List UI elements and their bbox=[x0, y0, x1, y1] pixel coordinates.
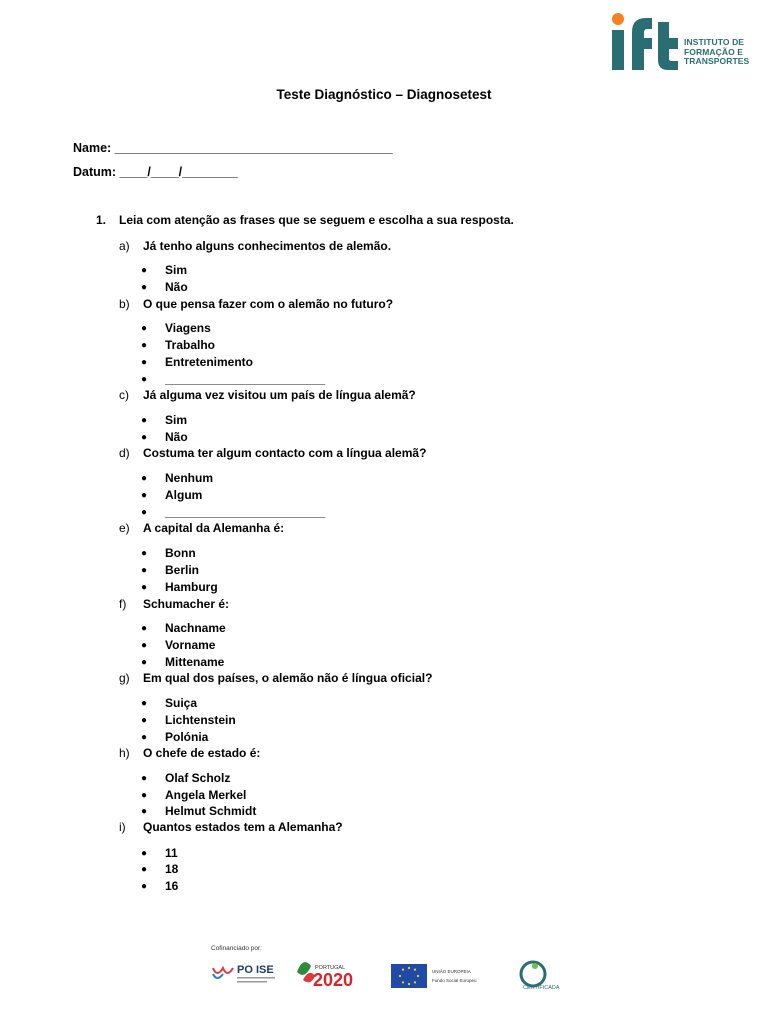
option-label: Hamburg bbox=[165, 580, 218, 594]
sub-question-i bbox=[119, 820, 343, 834]
bullet-icon: ● bbox=[141, 848, 148, 859]
option[interactable] bbox=[141, 804, 256, 818]
sub-label: a) bbox=[119, 239, 130, 253]
option-label: Sim bbox=[165, 263, 188, 277]
option-label: Algum bbox=[165, 488, 203, 502]
bullet-icon: ● bbox=[141, 790, 148, 801]
bullet-icon: ● bbox=[141, 282, 148, 293]
bullet-icon: ● bbox=[141, 582, 148, 593]
option-label: Vorname bbox=[165, 638, 216, 652]
sub-question-a bbox=[119, 239, 391, 253]
bullet-icon: ● bbox=[141, 698, 148, 709]
option-label: ________________________ bbox=[165, 505, 326, 519]
option[interactable] bbox=[141, 563, 199, 577]
option-label: Nenhum bbox=[165, 471, 213, 485]
bullet-icon: ● bbox=[141, 432, 148, 443]
sub-text: O que pensa fazer com o alemão no futuro? bbox=[143, 297, 394, 311]
bullet-icon: ● bbox=[141, 507, 148, 518]
option[interactable] bbox=[141, 788, 246, 802]
option-label: ________________________ bbox=[165, 372, 326, 386]
option[interactable] bbox=[141, 263, 187, 277]
option-label: Olaf Scholz bbox=[165, 771, 231, 785]
funding-logos bbox=[205, 942, 570, 992]
funding-logos-strip bbox=[205, 942, 570, 992]
bullet-icon: ● bbox=[141, 490, 148, 501]
logo-line: TRANSPORTES bbox=[684, 56, 750, 66]
option[interactable] bbox=[141, 713, 236, 727]
option[interactable] bbox=[141, 696, 197, 710]
option-label: Lichtenstein bbox=[165, 713, 236, 727]
logo-caption bbox=[684, 38, 749, 67]
option[interactable] bbox=[141, 413, 187, 427]
option-label: 11 bbox=[165, 846, 178, 860]
ift-logo bbox=[608, 12, 758, 74]
option[interactable] bbox=[141, 488, 202, 502]
sub-question-g bbox=[119, 671, 432, 685]
bullet-icon: ● bbox=[141, 732, 148, 743]
certified-entity-logo bbox=[521, 962, 560, 991]
option[interactable] bbox=[141, 338, 215, 352]
option-label: Nachname bbox=[165, 621, 226, 635]
bullet-icon: ● bbox=[141, 623, 148, 634]
svg-text:Fundo Social Europeu: Fundo Social Europeu bbox=[432, 978, 477, 983]
sub-text: O chefe de estado é: bbox=[143, 746, 261, 760]
option-label: Viagens bbox=[165, 321, 211, 335]
option-label: Mittename bbox=[165, 655, 225, 669]
logo-line: INSTITUTO DE bbox=[684, 37, 745, 47]
sub-label: d) bbox=[119, 446, 130, 460]
bullet-icon: ● bbox=[141, 565, 148, 576]
bullet-icon: ● bbox=[141, 357, 148, 368]
question-text: Leia com atenção as frases que se seguem e escolha a sua resposta. bbox=[119, 213, 514, 227]
option[interactable] bbox=[141, 862, 178, 876]
option[interactable] bbox=[141, 879, 178, 893]
option-blank[interactable] bbox=[141, 372, 325, 386]
question-1 bbox=[96, 213, 514, 227]
logo-line: FORMAÇÃO E bbox=[684, 46, 744, 57]
sub-label: c) bbox=[119, 388, 129, 402]
funded-label: Cofinanciado por: bbox=[211, 945, 262, 952]
bullet-icon: ● bbox=[141, 773, 148, 784]
bullet-icon: ● bbox=[141, 657, 148, 668]
option-label: Helmut Schmidt bbox=[165, 804, 257, 818]
sub-question-c bbox=[119, 388, 416, 402]
option-label: 16 bbox=[165, 879, 179, 893]
bullet-icon: ● bbox=[141, 548, 148, 559]
question-number: 1. bbox=[96, 213, 107, 227]
bullet-icon: ● bbox=[141, 374, 148, 385]
option-label: Berlin bbox=[165, 563, 200, 577]
eu-flag-logo bbox=[391, 964, 477, 988]
sub-text: Quantos estados tem a Alemanha? bbox=[143, 820, 343, 834]
option[interactable] bbox=[141, 321, 211, 335]
option-label: Entretenimento bbox=[165, 355, 254, 369]
po-ise-text: PO ISE bbox=[237, 964, 274, 976]
option-label: Bonn bbox=[165, 546, 196, 560]
sub-text: Em qual dos países, o alemão não é língua oficial? bbox=[143, 671, 433, 685]
bullet-icon: ● bbox=[141, 715, 148, 726]
bullet-icon: ● bbox=[141, 881, 148, 892]
sub-question-h bbox=[119, 746, 260, 760]
name-field[interactable]: Name: ________________________________________ bbox=[73, 141, 393, 155]
option[interactable] bbox=[141, 280, 188, 294]
option[interactable] bbox=[141, 621, 226, 635]
option[interactable] bbox=[141, 638, 215, 652]
portugal-2020-logo bbox=[297, 962, 353, 990]
svg-text:CERTIFICADA: CERTIFICADA bbox=[523, 985, 560, 991]
bullet-icon: ● bbox=[141, 340, 148, 351]
sub-question-b bbox=[119, 297, 393, 311]
ift-logo-mark bbox=[608, 12, 680, 72]
bullet-icon: ● bbox=[141, 806, 148, 817]
option[interactable] bbox=[141, 546, 196, 560]
sub-label: b) bbox=[119, 297, 130, 311]
document-title: Teste Diagnóstico – Diagnosetest bbox=[276, 87, 492, 102]
option[interactable] bbox=[141, 846, 178, 860]
bullet-icon: ● bbox=[141, 323, 148, 334]
option[interactable] bbox=[141, 430, 188, 444]
option-label: Suiça bbox=[165, 696, 198, 710]
option-label: Sim bbox=[165, 413, 188, 427]
option[interactable] bbox=[141, 580, 218, 594]
sub-text: Já tenho alguns conhecimentos de alemão. bbox=[143, 239, 392, 253]
option-label: Não bbox=[165, 280, 188, 294]
sub-text: Costuma ter algum contacto com a língua alemã? bbox=[143, 446, 427, 460]
option[interactable] bbox=[141, 771, 230, 785]
option-label: Polónia bbox=[165, 730, 209, 744]
option[interactable] bbox=[141, 655, 224, 669]
po-ise-logo bbox=[213, 964, 275, 983]
svg-text:PORTUGAL: PORTUGAL bbox=[315, 965, 346, 971]
sub-label: e) bbox=[119, 521, 130, 535]
svg-text:2020: 2020 bbox=[313, 970, 354, 990]
option[interactable] bbox=[141, 355, 253, 369]
sub-text: Já alguma vez visitou um país de língua alemã? bbox=[143, 388, 416, 402]
bullet-icon: ● bbox=[141, 265, 148, 276]
svg-text:UNIÃO EUROPEIA: UNIÃO EUROPEIA bbox=[432, 969, 471, 974]
bullet-icon: ● bbox=[141, 473, 148, 484]
option-label: 18 bbox=[165, 862, 179, 876]
option-label: Não bbox=[165, 430, 188, 444]
sub-question-e bbox=[119, 521, 284, 535]
bullet-icon: ● bbox=[141, 640, 148, 651]
bullet-icon: ● bbox=[141, 415, 148, 426]
date-field[interactable]: Datum: ____/____/________ bbox=[73, 165, 238, 179]
bullet-icon: ● bbox=[141, 864, 148, 875]
sub-label: f) bbox=[119, 597, 127, 611]
option[interactable] bbox=[141, 730, 208, 744]
sub-label: h) bbox=[119, 746, 130, 760]
option-label: Trabalho bbox=[165, 338, 216, 352]
sub-label: g) bbox=[119, 671, 130, 685]
option-blank[interactable] bbox=[141, 505, 325, 519]
sub-label: i) bbox=[119, 820, 126, 834]
sub-text: A capital da Alemanha é: bbox=[143, 521, 285, 535]
sub-question-d bbox=[119, 446, 426, 460]
sub-text: Schumacher é: bbox=[143, 597, 230, 611]
option[interactable] bbox=[141, 471, 213, 485]
sub-question-f bbox=[119, 597, 229, 611]
option-label: Angela Merkel bbox=[165, 788, 247, 802]
